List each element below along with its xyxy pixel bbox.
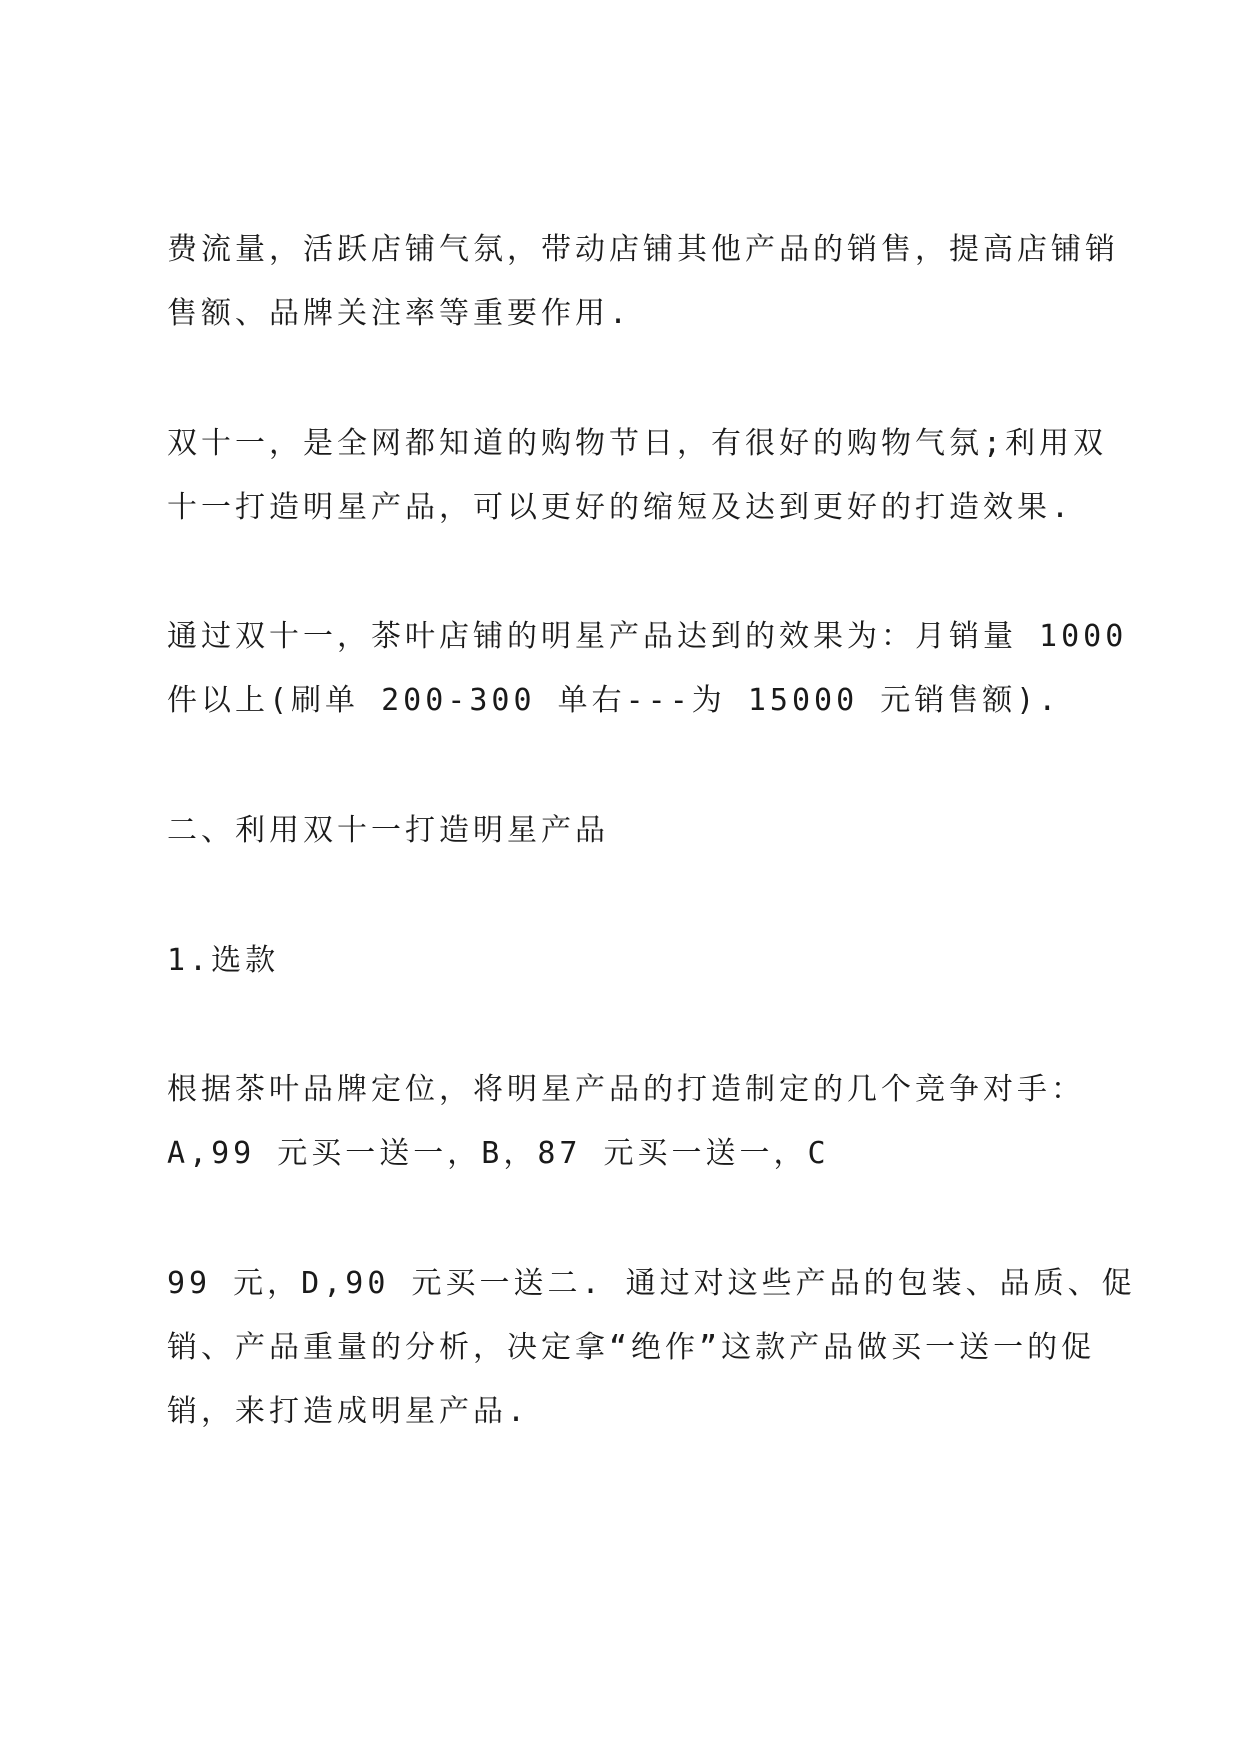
paragraph-1-line-1: 费流量，活跃店铺气氛，带动店铺其他产品的销售，提高店铺销 — [167, 232, 1119, 267]
paragraph-5-line-1: 99 元，D,90 元买一送二. 通过对这些产品的包装、品质、促 — [167, 1266, 1136, 1301]
paragraph-3-line-1: 通过双十一，茶叶店铺的明星产品达到的效果为：月销量 1000 — [167, 619, 1128, 654]
paragraph-3-line-2: 件以上(刷单 200-300 单右---为 15000 元销售额). — [167, 683, 1061, 718]
paragraph-5-line-3: 销，来打造成明星产品. — [167, 1394, 530, 1429]
paragraph-2-line-1: 双十一，是全网都知道的购物节日，有很好的购物气氛;利用双 — [167, 426, 1108, 461]
section-heading: 二、利用双十一打造明星产品 — [167, 813, 609, 848]
paragraph-5-line-2: 销、产品重量的分析，决定拿“绝作”这款产品做买一送一的促 — [167, 1330, 1096, 1365]
paragraph-4-line-2: A,99 元买一送一，B，87 元买一送一，C — [167, 1136, 830, 1171]
paragraph-1-line-2: 售额、品牌关注率等重要作用. — [167, 296, 632, 331]
paragraph-4-line-1: 根据茶叶品牌定位，将明星产品的打造制定的几个竞争对手： — [167, 1072, 1085, 1107]
paragraph-2-line-2: 十一打造明星产品，可以更好的缩短及达到更好的打造效果. — [167, 490, 1074, 525]
subsection-heading: 1.选款 — [167, 943, 280, 978]
